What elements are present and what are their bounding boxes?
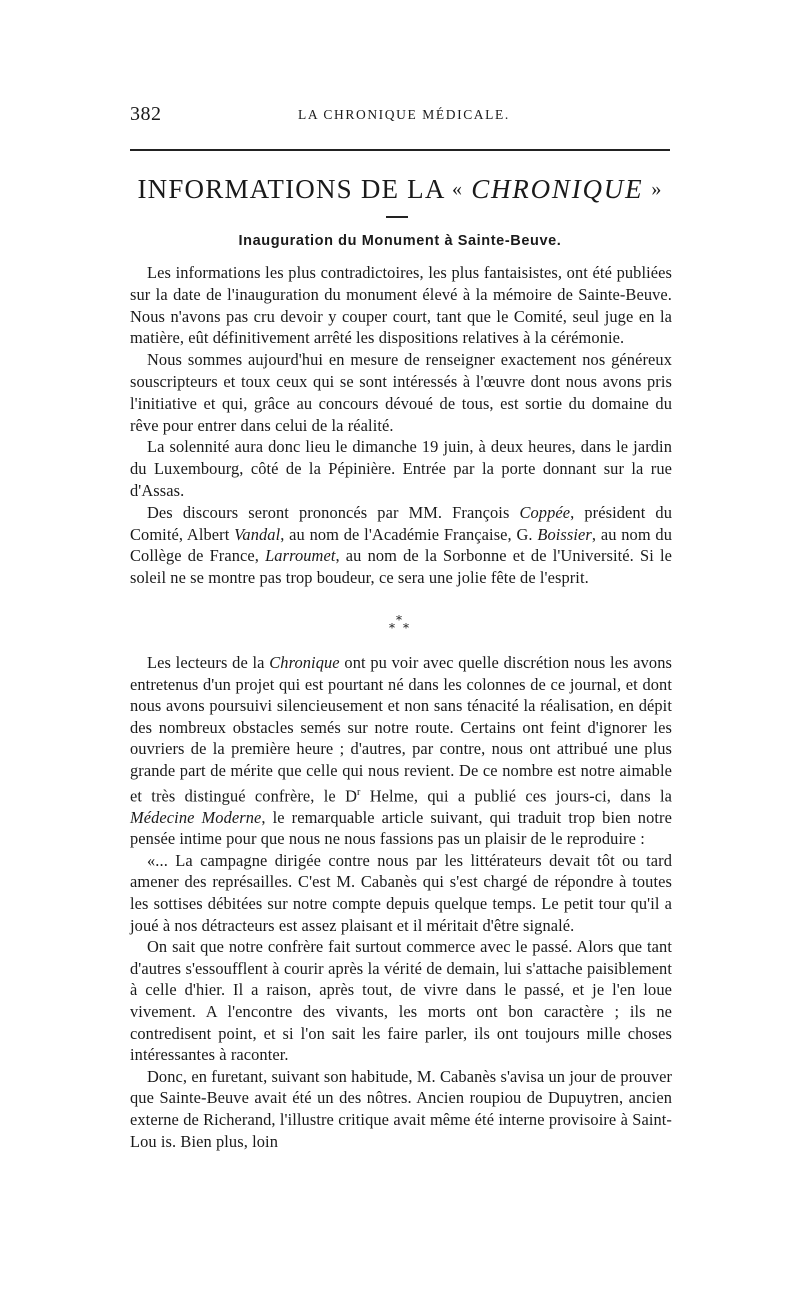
page-number: 382 (130, 103, 162, 125)
text-run: Helme, qui a publié ces jours-ci, dans la (360, 786, 672, 806)
journal-name: Chronique (269, 653, 340, 672)
superscript: r (357, 786, 361, 798)
section-title-prefix: INFORMATIONS DE LA (137, 174, 445, 204)
speaker-name: Coppée (519, 502, 571, 522)
speaker-name: Vandal (234, 524, 281, 544)
speaker-name: Boissier (537, 524, 592, 544)
speaker-name: Larroumet (265, 546, 336, 566)
paragraph: Nous sommes aujourd'hui en mesure de renseigner exactement nos généreux souscripteurs et toux ceux qui se sont intéressés à l'œuvre dont nous avons pris l'initiative et qui, grâce au concours dévoué de tous, est sortie du domaine du rêve pour entrer dans celui de la réalité. (130, 350, 672, 435)
header-rule (130, 149, 670, 151)
paragraph: La solennité aura donc lieu le dimanche 19 juin, à deux heures, dans le jardin du Luxembourg, côté de la Pépinière. Entrée par la porte donnant sur la rue d'Assas. (130, 437, 672, 500)
paragraph: «... La campagne dirigée contre nous par les littérateurs devait tôt ou tard amener des représailles. C'est M. Cabanès qui s'est chargé de répondre à toutes les sottises débitées sur notre compte depuis quelque temps. Le petit tour qu'il a joué à nos détracteurs est assez plaisant et il méritait d'être signalé. (130, 850, 672, 935)
paragraph: Donc, en furetant, suivant son habitude, M. Cabanès s'avisa un jour de prouver que Sainte-Beuve avait été un des nôtres. Ancien roupiou de Dupuytren, ancien externe de Richerand, l'illustre critique avait même été interne provisoire à Saint-Lou is. Bien plus, loin (130, 1066, 672, 1151)
text-run: Les lecteurs de la (147, 653, 270, 672)
closing-quote: » (651, 178, 663, 200)
section-title-name: CHRONIQUE (471, 174, 644, 204)
text-run: , le remarquable article suivant, qui traduit trop bien notre pensée intime pour que nous ne nous fassions pas un plaisir de le reproduire : (130, 807, 672, 849)
text-run: , au nom de la Sorbonne et de l'Université. Si le soleil ne se montre pas trop boudeur, ce sera une jolie fête de l'esprit. (130, 546, 672, 588)
text-run: ont pu voir avec quelle discrétion nous les avons entretenus d'un projet qui est pourtant né dans les colonnes de ce journal, et dont nous avons poursuivi silencieusement et non sans ténacité la réalisation, en dépit des nombreux obstacles semés sur notre route. Certains ont feint d'ignorer les ouvriers de la première heure ; d'autres, par contre, nous ont attribué une plus grande part de mérite que celle qui nous revient. De ce nombre est notre aimable et très distingué confrère, le D (130, 653, 672, 806)
asterism-star: * (396, 613, 402, 627)
paragraph (130, 652, 672, 850)
asterism-separator (370, 612, 430, 642)
paragraph: Les informations les plus contradictoires, les plus fantaisistes, ont été publiées sur la date de l'inauguration du monument élevé à la mémoire de Sainte-Beuve. Nous n'avons pas cru devoir y couper court, tant que le Comité, seul juge en la matière, eût définitivement arrêté les dispositions relatives à la cérémonie. (130, 263, 672, 348)
section-title (130, 174, 670, 205)
running-head (130, 103, 670, 125)
article-helme (130, 652, 672, 1152)
title-dash (386, 216, 408, 218)
text-run: , président du Comité, Albert (130, 502, 672, 544)
text-run: , au nom du Collège de France, (130, 524, 672, 566)
paragraph: On sait que notre confrère fait surtout commerce avec le passé. Alors que tant d'autres s'essoufflent à courir après la vérité de demain, lui s'attache paisiblement à celle d'hier. Il a raison, après tout, de vivre dans le passé, et je l'en loue vivement. A l'encontre des vivants, les morts ont bon caractère ; ils ne contredisent point, et si l'on sait les faire parler, ils ont toujours mille choses intéressantes à raconter. (130, 937, 672, 1065)
journal-name: Médecine Moderne (130, 807, 262, 827)
article-subheading: Inauguration du Monument à Sainte-Beuve. (238, 233, 562, 249)
text-run: , au nom de l'Académie Française, G. (280, 524, 538, 544)
article-inauguration (130, 262, 672, 589)
journal-title: LA CHRONIQUE MÉDICALE. (298, 107, 510, 122)
text-run: Des discours seront prononcés par MM. François (147, 502, 520, 522)
opening-quote: « (452, 178, 464, 200)
asterism-star: * (389, 621, 395, 635)
paragraph (130, 502, 672, 589)
asterism-star: * (403, 621, 409, 635)
